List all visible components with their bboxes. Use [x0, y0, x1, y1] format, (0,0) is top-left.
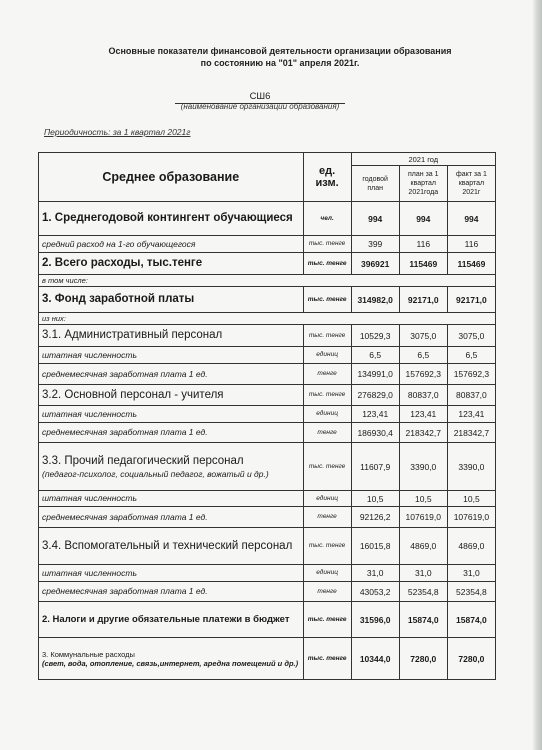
row-plan-q1: 92171,0: [399, 287, 447, 313]
row-section-note: из них:: [39, 313, 496, 325]
row-unit: единиц: [303, 347, 351, 364]
table-row: [39, 364, 496, 385]
row-fact-q1: 3390,0: [447, 443, 495, 491]
table-row: [39, 491, 496, 507]
page-edge-shadow: [532, 0, 542, 750]
document-title-line2: по состоянию на "01" апреля 2021г.: [200, 58, 360, 68]
table-row: [39, 423, 496, 443]
row-fact-q1: 107619,0: [447, 507, 495, 528]
header-unit: ед. изм.: [303, 153, 351, 202]
row-name: среднемесячная заработная плата 1 ед.: [39, 582, 304, 602]
row-name-detail: (педагог-психолог, социальный педагог, вожатый и др.): [42, 468, 269, 479]
header-name: Среднее образование: [39, 153, 304, 202]
row-name: штатная численность: [39, 565, 304, 582]
row-plan-q1: 6,5: [399, 347, 447, 364]
table-row: [39, 313, 496, 325]
row-plan-q1: 4869,0: [399, 528, 447, 565]
table-row: [39, 602, 496, 638]
row-unit: тенге: [303, 582, 351, 602]
row-fact-q1: 994: [447, 202, 495, 236]
row-name: средний расход на 1-го обучающегося: [39, 236, 304, 253]
row-plan-year: 10529,3: [351, 325, 399, 347]
row-name: среднемесячная заработная плата 1 ед.: [39, 423, 304, 443]
row-fact-q1: 31,0: [447, 565, 495, 582]
row-plan-q1: 7280,0: [399, 638, 447, 680]
row-unit: тыс. тенге: [303, 236, 351, 253]
row-fact-q1: 157692,3: [447, 364, 495, 385]
row-plan-q1: 107619,0: [399, 507, 447, 528]
row-fact-q1: 4869,0: [447, 528, 495, 565]
table-row: [39, 347, 496, 364]
row-plan-year: 396921: [351, 253, 399, 275]
row-fact-q1: 123,41: [447, 406, 495, 423]
row-unit: тыс. тенге: [303, 602, 351, 638]
row-unit: тенге: [303, 507, 351, 528]
header-plan-q1: план за 1 квартал 2021года: [399, 166, 447, 202]
table-row: [39, 443, 496, 491]
row-name: 3. Фонд заработной платы: [39, 287, 304, 313]
row-plan-year: 314982,0: [351, 287, 399, 313]
row-plan-q1: 52354,8: [399, 582, 447, 602]
document-title-line1: Основные показатели финансовой деятельности организации образования: [108, 46, 452, 56]
periodicity: Периодичность: за 1 квартал 2021г: [44, 127, 191, 137]
row-name: среднемесячная заработная плата 1 ед.: [39, 364, 304, 385]
row-fact-q1: 116: [447, 236, 495, 253]
row-fact-q1: 92171,0: [447, 287, 495, 313]
row-plan-q1: 123,41: [399, 406, 447, 423]
row-unit: чел.: [303, 202, 351, 236]
row-unit: тыс. тенге: [303, 253, 351, 275]
row-plan-q1: 218342,7: [399, 423, 447, 443]
row-name: среднемесячная заработная плата 1 ед.: [39, 507, 304, 528]
row-fact-q1: 6,5: [447, 347, 495, 364]
row-unit: тыс. тенге: [303, 443, 351, 491]
organization-caption: (наименование организации образования): [180, 102, 340, 111]
row-name-detail: (свет, вода, отопление, связь,интернет, аредна помещений и др.): [42, 658, 299, 668]
table-row: [39, 565, 496, 582]
row-unit: тыс. тенге: [303, 385, 351, 406]
row-plan-q1: 3390,0: [399, 443, 447, 491]
row-plan-q1: 3075,0: [399, 325, 447, 347]
organization-name: СШ6: [175, 91, 345, 104]
row-unit: тыс. тенге: [303, 638, 351, 680]
row-plan-q1: 31,0: [399, 565, 447, 582]
row-fact-q1: 80837,0: [447, 385, 495, 406]
row-plan-year: 399: [351, 236, 399, 253]
table-row: [39, 638, 496, 680]
header-plan-year: годовой план: [351, 166, 399, 202]
row-plan-year: 123,41: [351, 406, 399, 423]
row-plan-q1: 994: [399, 202, 447, 236]
row-fact-q1: 15874,0: [447, 602, 495, 638]
row-unit: единиц: [303, 565, 351, 582]
row-unit: тенге: [303, 423, 351, 443]
row-plan-year: 31596,0: [351, 602, 399, 638]
header-year: 2021 год: [351, 153, 495, 166]
row-plan-year: 43053,2: [351, 582, 399, 602]
row-name: штатная численность: [39, 491, 304, 507]
row-unit: единиц: [303, 491, 351, 507]
row-fact-q1: 7280,0: [447, 638, 495, 680]
row-name: 3. Коммунальные расходы: [42, 649, 135, 659]
row-plan-year: 10344,0: [351, 638, 399, 680]
table-row: [39, 385, 496, 406]
table-row: [39, 406, 496, 423]
row-name-cell: [39, 443, 304, 491]
row-section-note: в том числе:: [39, 275, 496, 287]
row-unit: тыс. тенге: [303, 325, 351, 347]
row-name-cell: [39, 638, 304, 680]
row-name: 2. Налоги и другие обязательные платежи в бюджет: [39, 602, 304, 638]
row-plan-year: 134991,0: [351, 364, 399, 385]
table-row: [39, 236, 496, 253]
row-plan-q1: 157692,3: [399, 364, 447, 385]
row-name: штатная численность: [39, 406, 304, 423]
row-plan-year: 11607,9: [351, 443, 399, 491]
row-plan-q1: 15874,0: [399, 602, 447, 638]
row-name: 3.1. Административный персонал: [39, 325, 304, 347]
table-row: [39, 287, 496, 313]
row-name: 2. Всего расходы, тыс.тенге: [39, 253, 304, 275]
table-row: [39, 507, 496, 528]
row-plan-year: 6,5: [351, 347, 399, 364]
table-row: [39, 528, 496, 565]
row-plan-year: 92126,2: [351, 507, 399, 528]
row-unit: тыс. тенге: [303, 528, 351, 565]
row-fact-q1: 218342,7: [447, 423, 495, 443]
row-name: штатная численность: [39, 347, 304, 364]
table-row: [39, 275, 496, 287]
row-fact-q1: 115469: [447, 253, 495, 275]
header-fact-q1: факт за 1 квартал 2021г: [447, 166, 495, 202]
row-plan-q1: 116: [399, 236, 447, 253]
table-header-row: [39, 153, 496, 166]
row-plan-q1: 80837,0: [399, 385, 447, 406]
financial-indicators-table: [38, 152, 496, 680]
row-name: 1. Среднегодовой контингент обучающиеся: [39, 202, 304, 236]
table-row: [39, 325, 496, 347]
row-name: 3.2. Основной персонал - учителя: [39, 385, 304, 406]
row-plan-year: 186930,4: [351, 423, 399, 443]
row-name: 3.3. Прочий педагогический персонал: [42, 454, 244, 467]
table-row: [39, 582, 496, 602]
row-fact-q1: 3075,0: [447, 325, 495, 347]
table-row: [39, 253, 496, 275]
row-unit: тенге: [303, 364, 351, 385]
row-plan-year: 276829,0: [351, 385, 399, 406]
row-plan-year: 994: [351, 202, 399, 236]
row-unit: единиц: [303, 406, 351, 423]
row-plan-q1: 115469: [399, 253, 447, 275]
row-plan-year: 16015,8: [351, 528, 399, 565]
row-plan-q1: 10,5: [399, 491, 447, 507]
row-name: 3.4. Вспомогательный и технический персонал: [39, 528, 304, 565]
row-plan-year: 31,0: [351, 565, 399, 582]
row-plan-year: 10,5: [351, 491, 399, 507]
row-fact-q1: 52354,8: [447, 582, 495, 602]
row-unit: тыс. тенге: [303, 287, 351, 313]
table-row: [39, 202, 496, 236]
row-fact-q1: 10,5: [447, 491, 495, 507]
